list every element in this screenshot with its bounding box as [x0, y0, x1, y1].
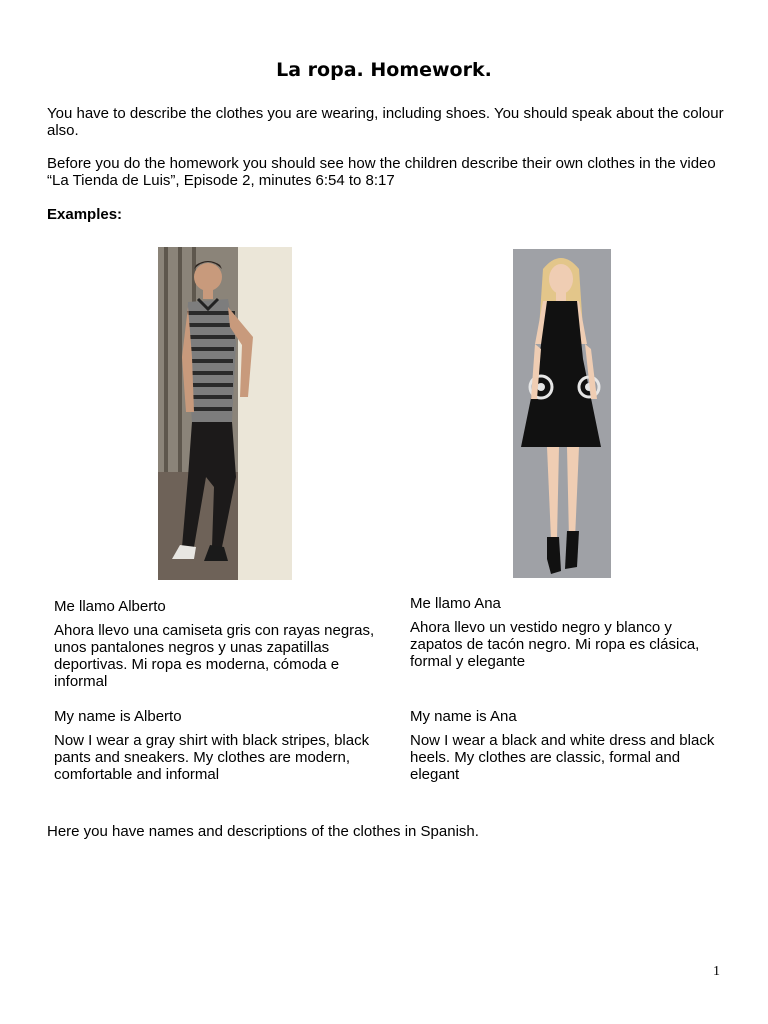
- alberto-photo: [158, 247, 292, 580]
- ana-english-name: My name is Ana: [410, 708, 517, 725]
- page-title: La ropa. Homework.: [276, 59, 492, 81]
- ana-spanish-description: Ahora llevo un vestido negro y blanco y zapatos de tacón negro. Mi ropa es clásica, formal y elegante: [410, 619, 700, 670]
- examples-heading: Examples:: [47, 206, 123, 223]
- ana-photo: [513, 249, 611, 578]
- closing-sentence: Here you have names and descriptions of the clothes in Spanish.: [47, 823, 479, 840]
- ana-spanish-name: Me llamo Ana: [410, 595, 501, 612]
- alberto-spanish-name: Me llamo Alberto: [54, 598, 166, 615]
- alberto-english-name: My name is Alberto: [54, 708, 182, 725]
- alberto-english-description: Now I wear a gray shirt with black stripes, black pants and sneakers. My clothes are modern, comfortable and informal: [54, 732, 370, 783]
- page-number: 1: [713, 964, 720, 979]
- video-reference-paragraph: Before you do the homework you should see how the children describe their own clothes in the video “La Tienda de Luis”, Episode 2, minutes 6:54 to 8:17: [47, 155, 716, 189]
- alberto-spanish-description: Ahora llevo una camiseta gris con rayas negras, unos pantalones negros y unas zapatillas deportivas. Mi ropa es moderna, cómoda e informal: [54, 622, 375, 690]
- instructions-paragraph: You have to describe the clothes you are wearing, including shoes. You should speak about the colour also.: [47, 105, 724, 139]
- ana-english-description: Now I wear a black and white dress and black heels. My clothes are classic, formal and elegant: [410, 732, 715, 783]
